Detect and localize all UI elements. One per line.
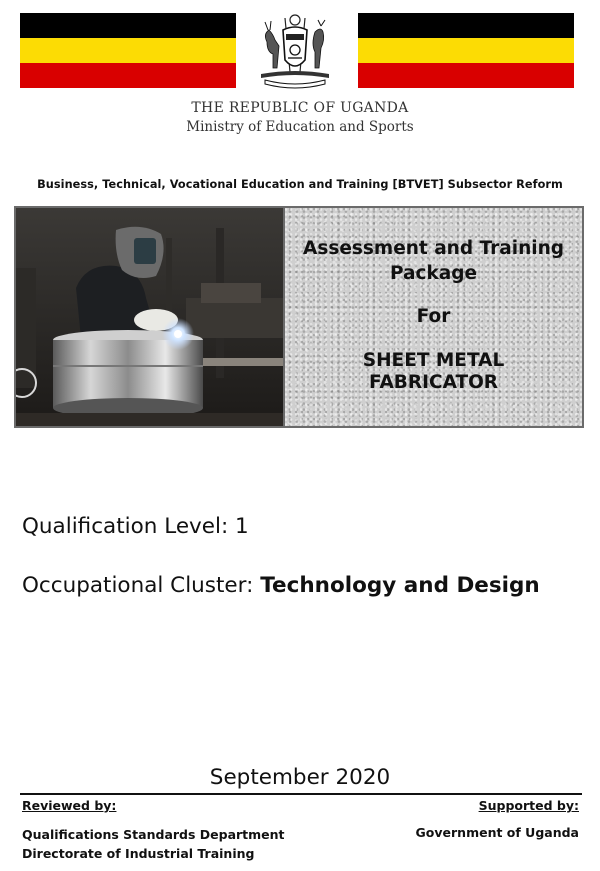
flag-right <box>358 13 574 88</box>
flag-stripe-red <box>20 63 236 88</box>
reform-subtitle: Business, Technical, Vocational Education and Training [BTVET] Subsector Reform <box>37 178 563 191</box>
reviewer-line2: Directorate of Industrial Training <box>22 846 255 861</box>
flag-left <box>20 13 236 88</box>
for-label: For <box>416 306 451 327</box>
title-banner <box>14 206 584 428</box>
qualification-level: Qualification Level: 1 <box>22 514 249 539</box>
reviewer-line1: Qualifications Standards Department <box>22 827 285 842</box>
flag-stripe-yellow <box>358 38 574 63</box>
welder-photo <box>16 208 283 426</box>
supported-by-label: Supported by: <box>478 798 579 813</box>
flag-stripe-yellow <box>20 38 236 63</box>
package-title-line2: Package <box>389 263 478 284</box>
title-panel <box>283 208 582 426</box>
publication-date: September 2020 <box>209 765 391 790</box>
republic-title: THE REPUBLIC OF UGANDA <box>191 100 409 116</box>
trade-title-line2: FABRICATOR <box>368 372 499 393</box>
package-title-line1: Assessment and Training <box>303 238 564 259</box>
cluster-label: Occupational Cluster: <box>22 573 261 598</box>
flag-stripe-red <box>358 63 574 88</box>
reviewed-by-label: Reviewed by: <box>22 798 117 813</box>
package-title <box>285 236 582 286</box>
flag-stripe-black <box>20 13 236 38</box>
trade-title <box>285 350 582 394</box>
footer-divider <box>20 793 582 795</box>
trade-title-line1: SHEET METAL <box>362 350 505 371</box>
coat-of-arms-icon <box>255 12 335 90</box>
cluster-value: Technology and Design <box>260 573 540 598</box>
flag-stripe-black <box>358 13 574 38</box>
reviewed-by-organizations <box>22 825 285 863</box>
supporter-organization: Government of Uganda <box>415 825 579 840</box>
occupational-cluster <box>22 573 540 598</box>
ministry-title: Ministry of Education and Sports <box>186 119 414 135</box>
